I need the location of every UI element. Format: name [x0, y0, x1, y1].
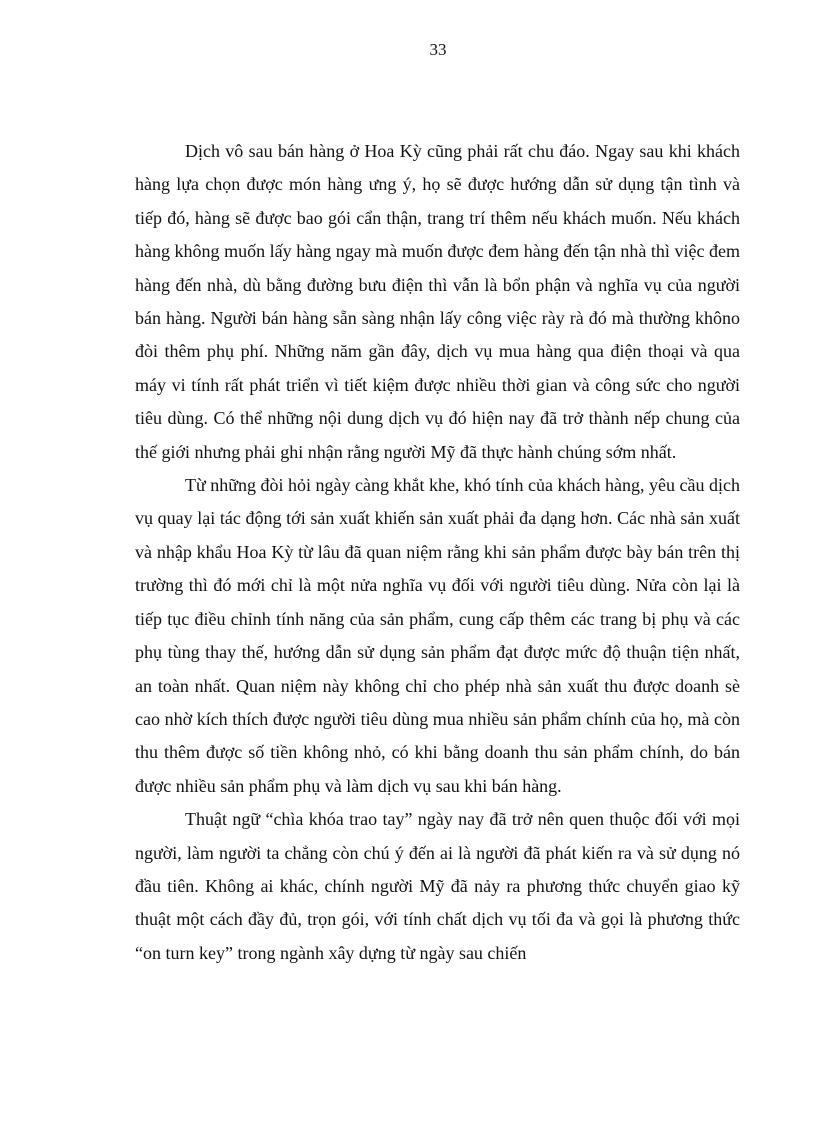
- page-number: 33: [429, 40, 447, 59]
- paragraph-1: Dịch vô sau bán hàng ở Hoa Kỳ cũng phải rất chu đáo. Ngay sau khi khách hàng lựa chọn được món hàng ưng ý, họ sẽ được hướng dẫn sử dụng tận tình và tiếp đó, hàng sẽ được bao gói cẩn thận, trang trí thêm nếu khách muốn. Nếu khách hàng không muốn lấy hàng ngay mà muốn được đem hàng đến tận nhà thì việc đem hàng đến nhà, dù bằng đường bưu điện thì vẫn là bổn phận và nghĩa vụ của người bán hàng. Người bán hàng sẵn sàng nhận lấy công việc rày rà đó mà thường khôno đòi thêm phụ phí. Những năm gần đây, dịch vụ mua hàng qua điện thoại và qua máy vi tính rất phát triển vì tiết kiệm được nhiều thời gian và công sức cho người tiêu dùng. Có thể những nội dung dịch vụ đó hiện nay đã trở thành nếp chung của thế giới nhưng phải ghi nhận rằng người Mỹ đã thực hành chúng sớm nhất.: [135, 141, 740, 462]
- paragraph-2: Từ những đòi hỏi ngày càng khắt khe, khó tính của khách hàng, yêu cầu dịch vụ quay lại tác động tới sản xuất khiến sản xuất phải đa dạng hơn. Các nhà sản xuất và nhập khẩu Hoa Kỳ từ lâu đã quan niệm rằng khi sản phẩm được bày bán trên thị trường thì đó mới chỉ là một nửa nghĩa vụ đối với người tiêu dùng. Nửa còn lại là tiếp tục điều chỉnh tính năng của sản phẩm, cung cấp thêm các trang bị phụ và các phụ tùng thay thế, hướng dẫn sử dụng sản phẩm đạt được mức độ thuận tiện nhất, an toàn nhất. Quan niệm này không chỉ cho phép nhà sản xuất thu được doanh sè cao nhờ kích thích được người tiêu dùng mua nhiều sản phẩm chính của họ, mà còn thu thêm được số tiền không nhỏ, có khi bằng doanh thu sản phẩm chính, do bán được nhiều sản phẩm phụ và làm dịch vụ sau khi bán hàng.: [135, 475, 740, 796]
- body-text: [135, 135, 740, 970]
- paragraph-3: Thuật ngữ “chìa khóa trao tay” ngày nay đã trở nên quen thuộc đối với mọi người, làm người ta chẳng còn chú ý đến ai là người đã phát kiến ra và sử dụng nó đầu tiên. Không ai khác, chính người Mỹ đã nảy ra phương thức chuyển giao kỹ thuật một cách đầy đủ, trọn gói, với tính chất dịch vụ tối đa và gọi là phương thức “on turn key” trong ngành xây dựng từ ngày sau chiến: [135, 809, 740, 963]
